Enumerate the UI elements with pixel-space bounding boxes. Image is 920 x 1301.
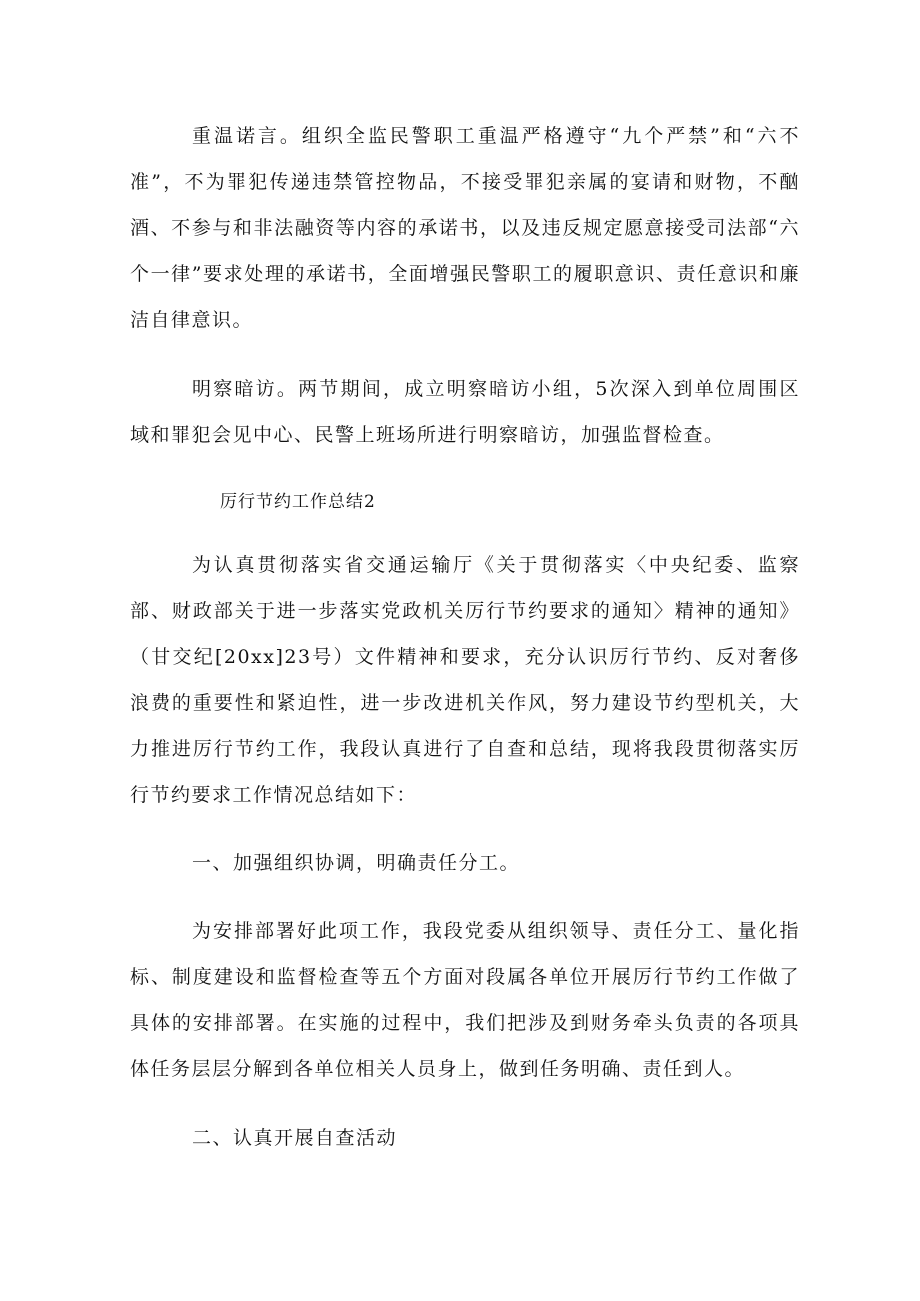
heading-two: 二、认真开展自查活动 [192, 1127, 398, 1149]
paragraph-inspection: 明察暗访。两节期间，成立明察暗访小组，5次深入到单位周围区域和罪犯会见中心、民警上班场所进行明察暗访，加强监督检查。 [130, 378, 800, 446]
paragraph-arrangement: 为安排部署好此项工作，我段党委从组织领导、责任分工、量化指标、制度建设和监督检查等五个方面对段属各单位开展厉行节约工作做了具体的安排部署。在实施的过程中，我们把涉及到财务牵头负责的各项具体任务层层分解到各单位相关人员身上，做到任务明确、责任到人。 [130, 920, 800, 1080]
section-title: 厉行节约工作总结2 [220, 492, 376, 512]
paragraph-intro: 为认真贯彻落实省交通运输厅《关于贯彻落实〈中央纪委、监察部、财政部关于进一步落实党政机关厉行节约要求的通知〉精神的通知》（甘交纪[20xx]23号）文件精神和要求，充分认识厉行节约、反对奢侈浪费的重要性和紧迫性，进一步改进机关作风，努力建设节约型机关，大力推进厉行节约工作，我段认真进行了自查和总结，现将我段贯彻落实厉行节约要求工作情况总结如下： [130, 554, 800, 806]
heading-one: 一、加强组织协调，明确责任分工。 [192, 852, 521, 874]
paragraph-pledge: 重温诺言。组织全监民警职工重温严格遵守“九个严禁”和“六不准”，不为罪犯传递违禁管控物品，不接受罪犯亲属的宴请和财物，不酗酒、不参与和非法融资等内容的承诺书，以及违反规定愿意接受司法部“六个一律”要求处理的承诺书，全面增强民警职工的履职意识、责任意识和廉洁自律意识。 [130, 125, 800, 331]
